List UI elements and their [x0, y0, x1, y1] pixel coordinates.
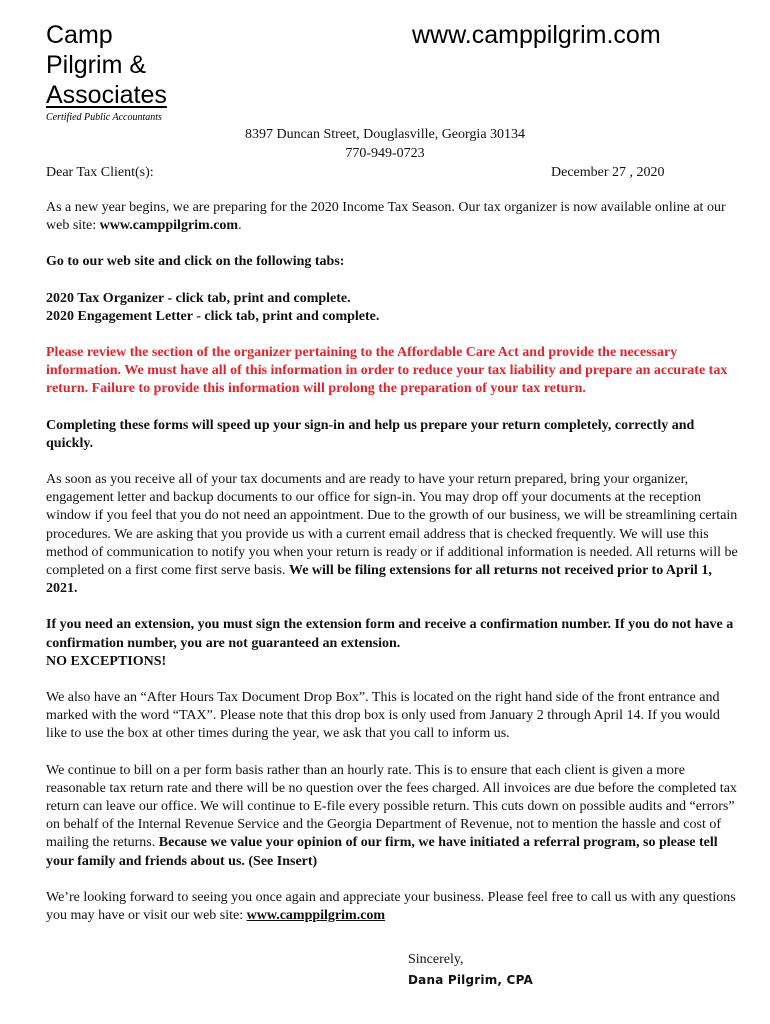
- signature: Dana Pilgrim, CPA: [408, 973, 533, 987]
- sign-off: Sincerely,: [408, 952, 464, 967]
- tab-item-engagement-letter: 2020 Engagement Letter - click tab, print and complete.: [46, 308, 380, 324]
- closing-website-link[interactable]: www.camppilgrim.com: [246, 908, 386, 924]
- tabs-heading: Go to our web site and click on the following tabs:: [46, 254, 345, 270]
- closing-paragraph: We’re looking forward to seeing you once again and appreciate your business. Please feel free to call us with any questions you may have or visit our web site: www.camppilgrim.com: [46, 889, 736, 924]
- extension-deadline-note: We will be filing extensions for all returns not received prior to April 1, 2021.: [46, 563, 712, 597]
- extension-notice: If you need an extension, you must sign the extension form and receive a confirmation number. If you do not have a confirmation number, you are not guaranteed an extension. NO EXCEPTIONS!: [46, 617, 734, 669]
- letter-body: [46, 199, 738, 943]
- firm-tagline: Certified Public Accountants: [46, 112, 162, 123]
- phone-number: 770-949-0723: [345, 146, 425, 161]
- referral-program-note: Because we value your opinion of our firm, we have initiated a referral program, so please tell your family and friends about us. (See Insert): [46, 835, 718, 869]
- tab-list: [46, 290, 738, 326]
- letter-date: December 27 , 2020: [551, 165, 665, 180]
- intro-paragraph: As a new year begins, we are preparing for the 2020 Income Tax Season. Our tax organizer is now available online at our web site: www.camppilgrim.com.: [46, 200, 726, 234]
- street-address: 8397 Duncan Street, Douglasville, Georgia 30134: [244, 127, 526, 142]
- firm-logo: [46, 20, 167, 110]
- drop-box-paragraph: We also have an “After Hours Tax Document Drop Box”. This is located on the right hand side of the front entrance and marked with the word “TAX”. Please note that this drop box is only used from January 2 through April 14. If you would like to use the box at other times during the year, we ask that you call to inform us.: [46, 690, 720, 742]
- salutation: Dear Tax Client(s):: [46, 165, 154, 180]
- intro-website-link[interactable]: www.camppilgrim.com: [99, 218, 239, 234]
- billing-paragraph: We continue to bill on a per form basis rather than an hourly rate. This is to ensure that each client is given a more reasonable tax return rate and there will be no question over the fees charged. All invoices are due before the completed tax return can leave our office. We will continue to E-file every possible return. This cuts down on possible audits and “errors” on behalf of the Internal Revenue Service and the Georgia Department of Revenue, not to mention the hassle and cost of mailing the returns. Because we value your opinion of our firm, we have initiated a referral program, so please tell your family and friends about us. (See Insert): [46, 762, 737, 869]
- firm-name-line-1: Camp: [46, 21, 113, 49]
- closing-block: [408, 950, 533, 990]
- firm-address-block: [0, 125, 770, 163]
- documents-paragraph: As soon as you receive all of your tax documents and are ready to have your return prepared, bring your organizer, engagement letter and backup documents to our office for sign-in. You may drop off your documents at the reception window if you feel that you do not need an appointment. Due to the growth of our business, we will be streamlining certain procedures. We are asking that you provide us with a current email address that is checked frequently. We will use this method of communication to notify you when your return is ready or if additional information is needed. All returns will be completed on a first come first serve basis. We will be filing extensions for all returns not received prior to April 1, 2021.: [46, 472, 738, 597]
- aca-notice: Please review the section of the organizer pertaining to the Affordable Care Act and provide the necessary information. We must have all of this information in order to reduce your tax liability and prepare an accurate tax return. Failure to provide this information will prolong the preparation of your tax return.: [46, 345, 728, 397]
- tab-item-tax-organizer: 2020 Tax Organizer - click tab, print and complete.: [46, 290, 351, 306]
- firm-name-line-2: Pilgrim &: [46, 51, 147, 79]
- firm-name-line-3: Associates: [46, 81, 167, 109]
- completing-note: Completing these forms will speed up your sign-in and help us prepare your return completely, correctly and quickly.: [46, 417, 695, 451]
- no-exceptions: NO EXCEPTIONS!: [46, 653, 167, 669]
- header-website: www.camppilgrim.com: [412, 21, 661, 49]
